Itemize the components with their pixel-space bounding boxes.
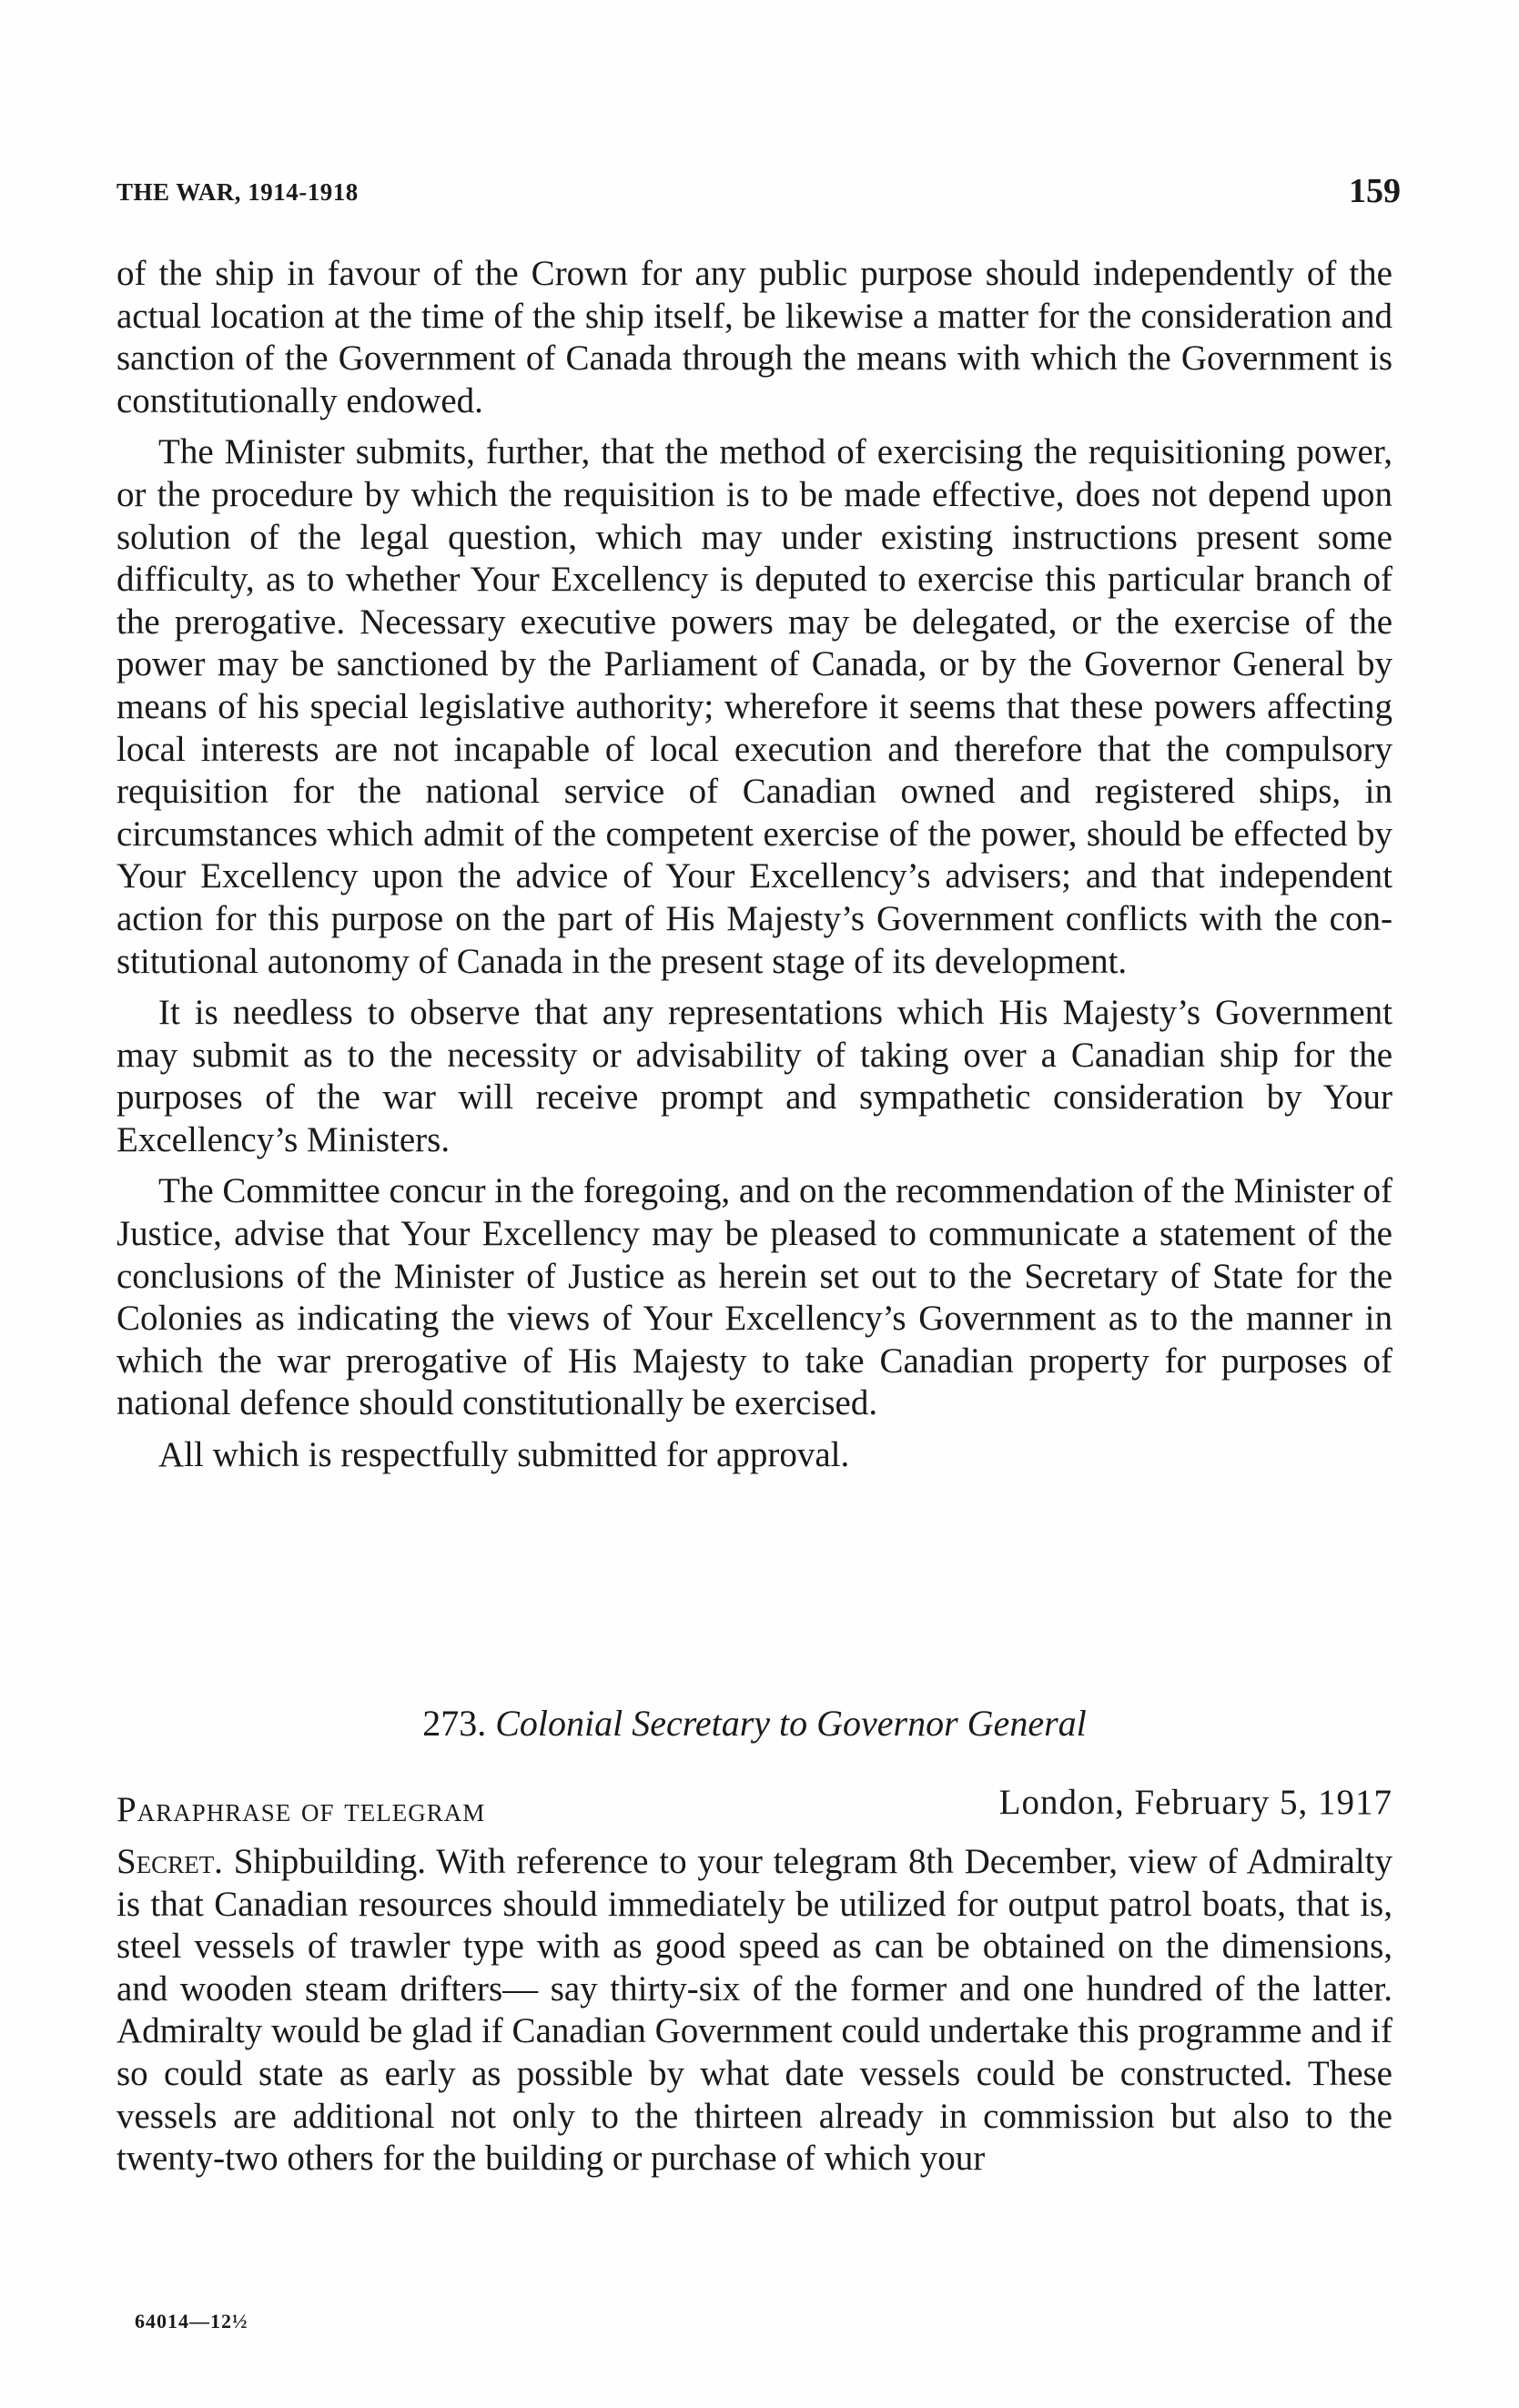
document-title: Colonial Secretary to Governor General — [495, 1703, 1087, 1744]
paragraph: The Minister submits, further, that the method of exercising the requisitioning power, or the procedure by which the requisition is to be made effective, does not depend upon solution of the legal question, which may under existing instructions present some difficulty, as to whether Your Excellency is deputed to exercise this particular branch of the prerogative. Necessary executive powers may be delegated, or the exercise of the power may be sanctioned by the Parliament of Canada, or by the Governor General by means of his special legislative authority; wherefore it seems that these powers affecting local interests are not incapable of local execution and therefore that the compulsory requisition for the national service of Canadian owned and registered ships, in circumstances which admit of the competent exercise of the power, should be effected by Your Excellency upon the advice of Your Excellency’s advisers; and that independent action for this purpose on the part of His Majesty’s Government conflicts with the constitutional autonomy of Canada in the present stage of its development. — [116, 432, 1392, 981]
paragraph: It is needless to observe that any representations which His Majesty’s Government may submit as to the necessity or advisability of taking over a Canadian ship for the purposes of the war will receive prompt and sympathetic consideration by Your Excellency’s Ministers. — [116, 993, 1392, 1159]
document-heading — [116, 1702, 1392, 1745]
page-number: 159 — [1349, 172, 1401, 210]
classification-label: Secret. — [116, 1842, 223, 1881]
paragraph: The Committee concur in the foregoing, and on the recommendation of the Minister of Justice, advise that Your Excellency may be pleased to communicate a statement of the conclusions of the Minister of Justice as herein set out to the Secretary of State for the Colonies as indicating the views of Your Excellency’s Government as to the manner in which the war prerogative of His Majesty to take Canadian property for purposes of national defence should constitutionally be exercised. — [116, 1171, 1392, 1423]
body-text — [116, 253, 1392, 1477]
telegram-text — [116, 1841, 1392, 2180]
place-date: London, February 5, 1917 — [998, 1783, 1392, 1822]
paragraph-continued: of the ship in favour of the Crown for any public purpose should independently of the actual location at the time of the ship itself, be likewise a matter for the consideration and sanction of the Government of Canada through the means with which the Government is constitutionally endowed. — [116, 254, 1392, 420]
document-type-label: Paraphrase of telegram — [116, 1790, 486, 1829]
printer-signature-mark: 64014—12½ — [135, 2310, 248, 2332]
telegram-body: Shipbuilding. With reference to your telegram 8th December, view of Admiralty is that Canadian resources should immediately be utilized for output patrol boats, that is, steel vessels of trawler type with as good speed as can be obtained on the dimensions, and wooden steam drifters— say thirty-six of the former and one hundred of the latter. Admiralty would be glad if Canadian Government could undertake this programme and if so could state as early as possible by what date vessels could be constructed. These vessels are additional not only to the thirteen already in commission but also to the twenty-two others for the building or purchase of which your — [116, 1842, 1392, 2179]
paragraph: All which is respectfully submitted for approval. — [158, 1435, 850, 1475]
running-head — [116, 171, 1401, 211]
dateline — [116, 1782, 1392, 1827]
telegram-paragraph — [116, 1841, 1392, 2180]
running-title: THE WAR, 1914-1918 — [116, 178, 359, 206]
document-number: 273. — [422, 1703, 487, 1744]
